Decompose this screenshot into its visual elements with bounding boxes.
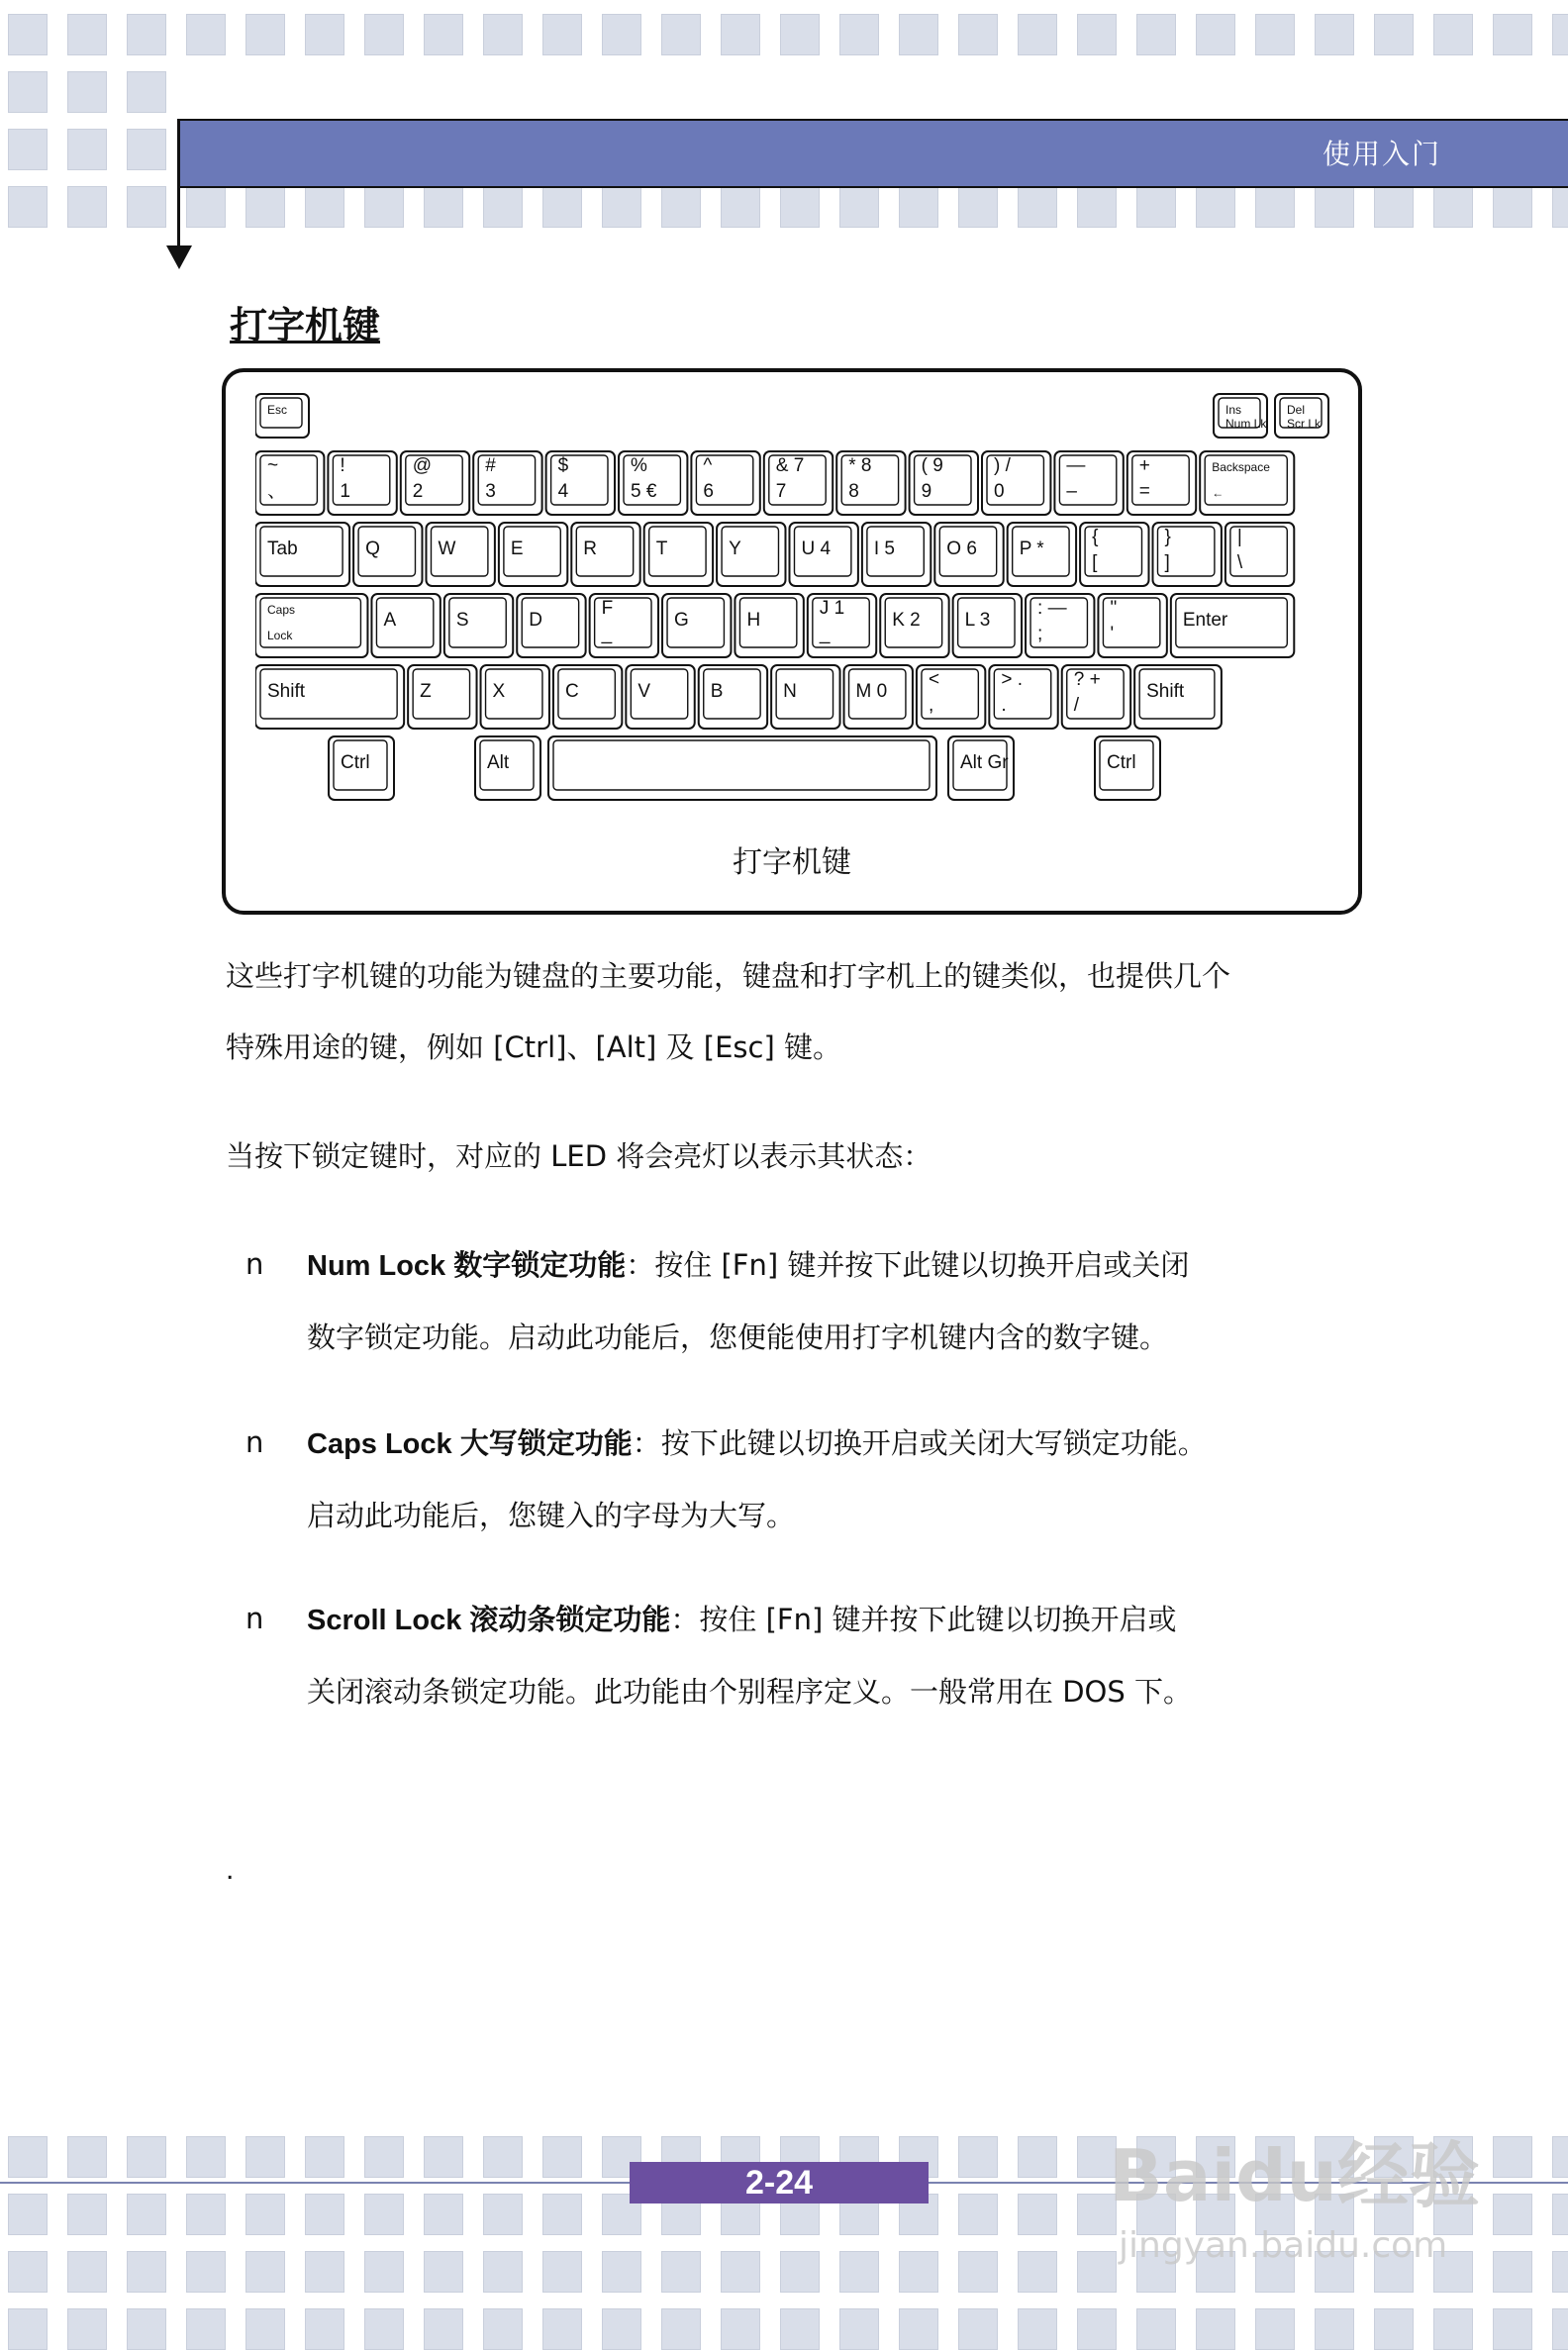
key-label: [ [1092, 552, 1098, 573]
grid-square [305, 2136, 344, 2178]
key-label: # [485, 455, 496, 476]
key-label: U 4 [801, 539, 832, 559]
grid-square [483, 14, 523, 55]
key-label: W [438, 539, 456, 559]
keyboard-key [1171, 594, 1294, 657]
grid-square [127, 2136, 166, 2178]
grid-square [899, 14, 938, 55]
grid-square [721, 14, 760, 55]
keyboard-key [982, 451, 1050, 515]
grid-square [958, 186, 998, 228]
keyboard-key [255, 394, 309, 438]
keyboard-key [444, 594, 513, 657]
key-label: 4 [557, 481, 569, 502]
keyboard-key [328, 451, 396, 515]
bullet-caps-lock [307, 1408, 1346, 1551]
grid-square [542, 2251, 582, 2293]
key-label: S [455, 610, 469, 631]
key-label: } [1164, 527, 1171, 547]
key-label: Q [365, 539, 380, 559]
keyboard-key [862, 523, 931, 586]
grid-square [839, 186, 879, 228]
watermark-logo: Baidu经验 [1109, 2134, 1480, 2217]
bullet-num-lock [307, 1229, 1346, 1373]
grid-square [305, 14, 344, 55]
grid-square [542, 14, 582, 55]
key-label: Z [420, 681, 432, 702]
grid-square [8, 186, 48, 228]
grid-square [780, 186, 820, 228]
paragraph-2: 当按下锁定键时，对应的 LED 将会亮灯以表示其状态： [226, 1139, 932, 1173]
grid-square [602, 14, 641, 55]
grid-square [1552, 2251, 1568, 2293]
keyboard-key [255, 594, 367, 657]
bullet-scroll-lock [307, 1584, 1346, 1727]
grid-square [1077, 14, 1117, 55]
key-label: B [710, 681, 724, 702]
keyboard-key [1127, 451, 1196, 515]
key-label: 1 [340, 481, 350, 502]
keyboard-key [553, 665, 622, 729]
key-label: " [1110, 598, 1118, 619]
key-label: A [383, 610, 397, 631]
key-label: K 2 [892, 610, 921, 631]
keyboard-key [548, 736, 936, 800]
keyboard-key [408, 665, 476, 729]
key-label: Del [1287, 403, 1306, 417]
grid-square [958, 14, 998, 55]
grid-square [542, 186, 582, 228]
key-label: % [631, 455, 647, 476]
key-label: @ [412, 455, 433, 476]
grid-square [483, 2194, 523, 2235]
keyboard-key [426, 523, 494, 586]
grid-square [127, 129, 166, 170]
keyboard-diagram [255, 392, 1332, 808]
key-label: Shift [267, 681, 306, 702]
keyboard-key [1026, 594, 1094, 657]
grid-square [245, 2136, 285, 2178]
grid-square [483, 2136, 523, 2178]
grid-square [67, 129, 107, 170]
key-label: Ins [1225, 403, 1242, 417]
key-label: R [583, 539, 598, 559]
key-label: 2 [412, 481, 424, 502]
grid-square [127, 2194, 166, 2235]
keyboard-key [735, 594, 803, 657]
grid-square [67, 14, 107, 55]
grid-square [1077, 2251, 1117, 2293]
grid-square [127, 71, 166, 113]
grid-square [364, 2194, 404, 2235]
grid-square [67, 2251, 107, 2293]
grid-square [186, 2251, 226, 2293]
grid-square [958, 2251, 998, 2293]
grid-square [8, 129, 48, 170]
grid-square [245, 2194, 285, 2235]
grid-square [721, 186, 760, 228]
keyboard-key [910, 451, 978, 515]
grid-square [721, 2251, 760, 2293]
keyboard-key [844, 665, 913, 729]
key-label: _ [819, 624, 831, 644]
keyboard-key [475, 736, 540, 800]
key-label: Lock [267, 629, 293, 642]
grid-square [1018, 2251, 1057, 2293]
key-label: D [529, 610, 542, 631]
grid-square [899, 186, 938, 228]
grid-square [1255, 14, 1295, 55]
key-label: Ctrl [341, 752, 370, 773]
key-label: I 5 [873, 539, 896, 559]
keyboard-key [948, 736, 1014, 800]
grid-square [1552, 186, 1568, 228]
bullet-marker: n [245, 1247, 264, 1281]
keyboard-key [255, 451, 324, 515]
grid-square [8, 71, 48, 113]
bullet-term: Scroll Lock 滚动条锁定功能 [307, 1605, 671, 1636]
key-label: Esc [267, 403, 288, 417]
grid-square [1433, 186, 1473, 228]
down-arrow-icon [166, 245, 192, 269]
key-label: / [1073, 695, 1080, 716]
key-label: Shift [1146, 681, 1185, 702]
key-label: , [928, 695, 934, 716]
key-label: 7 [775, 481, 787, 502]
keyboard-key [571, 523, 639, 586]
paragraph-1-line-1: 这些打字机键的功能为键盘的主要功能，键盘和打字机上的键类似，也提供几个 [226, 959, 1231, 993]
key-label: Backspace [1212, 460, 1270, 474]
grid-square [424, 2251, 463, 2293]
grid-square [1552, 2194, 1568, 2235]
grid-square [424, 2136, 463, 2178]
grid-square [483, 2251, 523, 2293]
keyboard-key [934, 523, 1003, 586]
keyboard-key [1008, 523, 1076, 586]
keyboard-key [808, 594, 876, 657]
keyboard-key [953, 594, 1022, 657]
grid-square [1552, 14, 1568, 55]
key-label: E [510, 539, 524, 559]
key-label: – [1066, 481, 1077, 502]
keyboard-key [371, 594, 440, 657]
key-label: ← [1212, 486, 1225, 500]
keyboard-key [1214, 394, 1267, 438]
keyboard-key [401, 451, 469, 515]
key-label: Alt Gr [960, 752, 1009, 773]
keyboard-key [1152, 523, 1221, 586]
key-label: G [674, 610, 689, 631]
keyboard-figure [222, 368, 1362, 915]
grid-square [127, 2251, 166, 2293]
keyboard-key [255, 665, 404, 729]
keyboard-key [329, 736, 394, 800]
figure-caption: 打字机键 [733, 845, 851, 880]
keyboard-key [1200, 451, 1294, 515]
key-label: H [746, 610, 761, 631]
grid-square [1433, 14, 1473, 55]
section-title: 打字机键 [230, 304, 381, 347]
bullet-text-continued: 启动此功能后，您键入的字母为大写。 [307, 1499, 796, 1532]
keyboard-key [1134, 665, 1222, 729]
grid-square [958, 2194, 998, 2235]
grid-square [542, 2136, 582, 2178]
grid-square [661, 14, 701, 55]
grid-square [127, 14, 166, 55]
key-label: \ [1236, 552, 1243, 573]
keyboard-key [789, 523, 857, 586]
grid-square [1552, 2136, 1568, 2178]
grid-square [780, 2251, 820, 2293]
keyboard-key [1080, 523, 1148, 586]
grid-square [483, 186, 523, 228]
keyboard-key [353, 523, 422, 586]
grid-square [661, 2251, 701, 2293]
grid-square [1018, 2194, 1057, 2235]
grid-square [1136, 186, 1176, 228]
keyboard-key [717, 523, 785, 586]
grid-square [1136, 14, 1176, 55]
grid-square [424, 186, 463, 228]
keyboard-key [590, 594, 658, 657]
key-label: 9 [921, 481, 932, 502]
grid-square [1196, 14, 1235, 55]
stray-dot: . [226, 1853, 235, 1886]
key-label: _ [601, 624, 613, 644]
header-section-label: 使用入门 [1322, 138, 1441, 170]
grid-square [1315, 186, 1354, 228]
grid-square [1493, 186, 1532, 228]
keyboard-key [1054, 451, 1123, 515]
keyboard-key [1098, 594, 1166, 657]
key-label: M 0 [855, 681, 888, 702]
key-label: $ [557, 455, 569, 476]
keyboard-key [499, 523, 567, 586]
key-label: 8 [848, 481, 859, 502]
grid-square [1374, 186, 1414, 228]
key-label: ] [1164, 552, 1170, 573]
key-label: ? + [1073, 669, 1101, 690]
grid-square [602, 2251, 641, 2293]
keyboard-key [662, 594, 731, 657]
grid-square [1493, 2136, 1532, 2178]
key-label: C [564, 681, 579, 702]
bullet-term: Num Lock 数字锁定功能 [307, 1250, 627, 1282]
grid-square [602, 186, 641, 228]
header-arrow-line [177, 119, 180, 247]
key-label: 、 [267, 481, 287, 502]
key-label: 6 [703, 481, 714, 502]
key-label: Caps [267, 603, 296, 617]
grid-square [67, 186, 107, 228]
keyboard-key [644, 523, 713, 586]
key-label: N [783, 681, 797, 702]
key-label: ^ [703, 455, 713, 476]
bullet-marker: n [245, 1602, 264, 1635]
keyboard-key [771, 665, 839, 729]
key-label: : — [1037, 598, 1067, 619]
grid-square [839, 2251, 879, 2293]
keyboard-key [691, 451, 759, 515]
grid-square [1196, 186, 1235, 228]
keyboard-key [546, 451, 615, 515]
keyboard-key [626, 665, 694, 729]
grid-square [424, 14, 463, 55]
grid-square [8, 2251, 48, 2293]
keyboard-key [1225, 523, 1294, 586]
key-label: L 3 [964, 610, 991, 631]
key-label: 3 [485, 481, 496, 502]
key-label: ; [1037, 624, 1043, 644]
keyboard-key [1275, 394, 1328, 438]
grid-square [1493, 2194, 1532, 2235]
keyboard-key [699, 665, 767, 729]
bullet-text: ：按下此键以切换开启或关闭大写锁定功能。 [632, 1426, 1207, 1460]
grid-square [8, 14, 48, 55]
key-label: ~ [267, 455, 279, 476]
grid-square [245, 186, 285, 228]
keyboard-key [917, 665, 985, 729]
grid-square [1018, 14, 1057, 55]
paragraph-1-line-2: 特殊用途的键，例如 [Ctrl]、[Alt] 及 [Esc] 键。 [226, 1030, 841, 1064]
key-label: O 6 [946, 539, 977, 559]
grid-square [305, 186, 344, 228]
grid-square [424, 2194, 463, 2235]
key-label: Scr Lk [1287, 417, 1322, 431]
grid-square [542, 2194, 582, 2235]
keyboard-key [836, 451, 905, 515]
keyboard-key [989, 665, 1057, 729]
grid-square [245, 2251, 285, 2293]
grid-square [8, 2194, 48, 2235]
key-label: | [1236, 527, 1242, 547]
grid-square [186, 2136, 226, 2178]
key-label: Ctrl [1107, 752, 1136, 773]
key-label: { [1092, 527, 1099, 547]
grid-square [305, 2251, 344, 2293]
grid-square [1493, 14, 1532, 55]
keyboard-key [1095, 736, 1160, 800]
key-label: P * [1019, 539, 1044, 559]
keyboard-key [473, 451, 541, 515]
key-face [553, 740, 930, 790]
key-label: X [492, 681, 506, 702]
key-label: Y [729, 539, 741, 559]
grid-square [186, 2194, 226, 2235]
key-label: > . [1001, 669, 1023, 690]
bullet-text: ：按住 [Fn] 键并按下此键以切换开启或 [670, 1603, 1177, 1636]
keyboard-key [255, 523, 349, 586]
grid-square [780, 14, 820, 55]
keyboard-key [619, 451, 687, 515]
key-label: T [655, 539, 668, 559]
key-label: J 1 [819, 598, 845, 619]
key-label: + [1138, 455, 1150, 476]
keyboard-key [764, 451, 833, 515]
grid-square [1018, 2136, 1057, 2178]
grid-square [364, 2251, 404, 2293]
key-label: Tab [267, 539, 298, 559]
grid-square [67, 71, 107, 113]
grid-square [661, 186, 701, 228]
grid-square [186, 186, 226, 228]
grid-square [1315, 14, 1354, 55]
bullet-text: ：按住 [Fn] 键并按下此键以切换开启或关闭 [626, 1248, 1190, 1282]
key-label: Alt [487, 752, 510, 773]
bullet-term: Caps Lock 大写锁定功能 [307, 1428, 633, 1460]
grid-square [1255, 186, 1295, 228]
grid-square [245, 14, 285, 55]
key-label: & 7 [775, 455, 805, 476]
grid-square [364, 2136, 404, 2178]
grid-square [67, 2194, 107, 2235]
key-label: — [1066, 455, 1086, 476]
key-label: F [601, 598, 614, 619]
grid-square [67, 2136, 107, 2178]
watermark-url: jingyan.baidu.com [1119, 2225, 1448, 2266]
page-number: 2-24 [630, 2162, 929, 2203]
key-label: ( 9 [921, 455, 943, 476]
bullet-text-continued: 关闭滚动条锁定功能。此功能由个别程序定义。一般常用在 DOS 下。 [307, 1675, 1193, 1709]
key-label: 5 € [631, 481, 657, 502]
bullet-marker: n [245, 1425, 264, 1459]
bullet-text-continued: 数字锁定功能。启动此功能后，您便能使用打字机键内含的数字键。 [307, 1321, 1169, 1354]
grid-square [364, 14, 404, 55]
keyboard-key [481, 665, 549, 729]
key-label: ' [1110, 624, 1115, 644]
key-label: = [1138, 481, 1150, 502]
keyboard-key [1062, 665, 1130, 729]
key-label: ) / [994, 455, 1011, 476]
grid-square [186, 14, 226, 55]
key-label: V [637, 681, 651, 702]
keyboard-key [517, 594, 585, 657]
key-label: ! [340, 455, 345, 476]
keyboard-key [880, 594, 948, 657]
grid-square [958, 2136, 998, 2178]
grid-square [839, 14, 879, 55]
key-label: < [928, 669, 940, 690]
grid-square [1077, 186, 1117, 228]
key-label: * 8 [848, 455, 872, 476]
key-label: . [1001, 695, 1007, 716]
key-label: 0 [994, 481, 1005, 502]
grid-square [364, 186, 404, 228]
grid-square [1018, 186, 1057, 228]
grid-square [899, 2251, 938, 2293]
grid-square [127, 186, 166, 228]
grid-square [305, 2194, 344, 2235]
grid-square [1374, 14, 1414, 55]
grid-square [1493, 2251, 1532, 2293]
key-label: Enter [1182, 610, 1228, 631]
grid-square [8, 2136, 48, 2178]
key-label: Num Lk [1225, 417, 1267, 431]
